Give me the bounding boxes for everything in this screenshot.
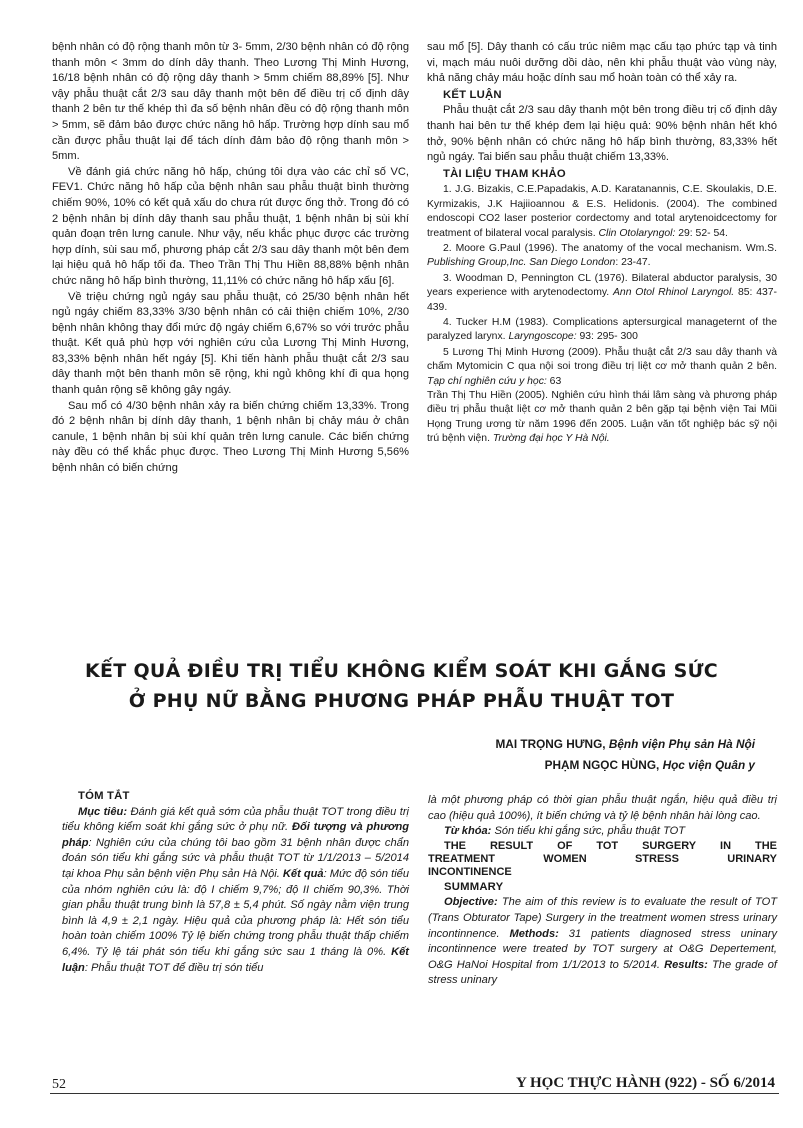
author-list (495, 734, 755, 776)
abstract-vi (62, 788, 409, 976)
reference-item: 5 Lương Thị Minh Hương (2009). Phẫu thuật cắt 2/3 sau dây thanh và chấm Mytomicin C qua nội soi trong điều trị liệt cơ mở thanh quản 2 bên. Tạp chí nghiên cứu y học: 63 (427, 346, 777, 387)
summary-heading-vi: TÓM TẮT (78, 790, 130, 802)
author: PHẠM NGỌC HÙNG, Học viện Quân y (544, 758, 755, 772)
footer-rule (50, 1093, 779, 1094)
reference-item: 3. Woodman D, Pennington CL (1976). Bilateral abductor paralysis, 30 years experience with arytenodectomy. Ann Otol Rhinol Laryngol. 85: 437-439. (427, 272, 778, 313)
reference-list (427, 183, 777, 446)
paragraph: sau mổ [5]. Dây thanh có cấu trúc niêm mạc cấu tạo phức tạp và tinh vi, mạch máu nuôi dưỡng dồi dào, nên khi phẫu thuật vào vùng này, khả năng chảy máu hoặc dính sau mổ hoàn toàn có thể xảy ra. (427, 41, 777, 85)
reference-item: 4. Tucker H.M (1983). Complications aptersurgical manageternt of the paralyzed larynx. Laryngoscope: 93: 295- 300 (427, 317, 777, 343)
abstract-paragraph-en: Objective: The aim of this review is to evaluate the result of TOT (Trans Obturator Tape) Surgery in the treatment women stress urinary incontinnence. Methods: 31 patients diagnosed stress uninary incontinnence were treated by TOT surgery at O&G Depertement, O&G HaNoi Hospital from 1/1/2013 to 5/2014. Results: The grade of stress uninary (428, 896, 777, 987)
reference-item: Trần Thị Thu Hiền (2005). Nghiên cứu hình thái lâm sàng và phương pháp điều trị phẫu thuật liệt cơ mở thanh quản 2 bên gặp tại bệnh viện Tai Mũi Họng Trung ương từ năm 1996 đến 2005. Luận văn tốt nghiệp bác sỹ nội trú bệnh viện. Trường đại học Y Hà Nội. (427, 390, 777, 445)
page-number: 52 (52, 1077, 66, 1092)
section-heading-conclusion: KẾT LUẬN (443, 88, 502, 101)
summary-heading-en: SUMMARY (444, 880, 504, 893)
paragraph: Phẫu thuật cắt 2/3 sau dây thanh một bên trong điều trị cố định dây thanh hai bên tư thế khép đem lại hiệu quả: 90% bệnh nhân hết khó thở, 90% bệnh nhân có chức năng hô hấp bình thường, 83,33% hết ngủ ngáy. Tai biến sau phẫu thuật chiếm 13,33%. (427, 104, 777, 164)
abstract-en-column (428, 793, 777, 989)
abstract-paragraph: Mục tiêu: Đánh giá kết quả sớm của phẫu thuật TOT trong điều trị tiểu không kiểm soát khi gắng sức ở phụ nữ. Đối tượng và phương pháp: Nghiên cứu của chúng tôi bao gồm 31 bệnh nhân được chẩn đoán són tiểu khi gắng sức và phẫu thuật TOT từ 1/1/2013 – 5/2014 tại khoa Phụ sản bệnh viện Phụ sản Hà Nội. Kết quả: Mức độ són tiểu của nhóm nghiên cứu là: độ I chiếm 9,7%; độ II chiếm 90,3%. Thời gian phẫu thuật trung bình là 57,8 ± 5,4 phút. Số ngày nằm viện trung bình là 4,9 ± 2,1 ngày. Hiệu quả của phương pháp là: Hết són tiểu hoàn toàn chiếm 100% Tỷ lệ biến chứng trong phẫu thuật thấp chiếm 6,4%. Tỷ lệ tái phát són tiểu khi gắng sức sau 1 tháng là 0%. Kết luận: Phẫu thuật TOT để điều trị són tiểu (62, 805, 410, 974)
article-title-line-2: Ở PHỤ NỮ BẰNG PHƯƠNG PHÁP PHẪU THUẬT TOT (128, 690, 675, 712)
journal-footer: Y HỌC THỰC HÀNH (922) - SỐ 6/2014 (515, 1075, 775, 1091)
abstract-paragraph: là một phương pháp có thời gian phẫu thuật ngắn, hiệu quả điều trị cao (hiệu quả 100%), ít biến chứng và tỷ lệ bệnh nhân hài lòng cao. (428, 794, 777, 822)
english-title-cont: TREATMENT WOMEN STRESS URINARY INCONTINENCE (428, 852, 777, 878)
paragraph: Về triệu chứng ngủ ngáy sau phẫu thuật, có 25/30 bệnh nhân hết ngủ ngáy chiếm 83,33% 3/30 bệnh nhân có cải thiện chiếm 10%, 2/30 bệnh nhân không thay đổi mức độ ngáy chiếm 6,67% so với trước phẫu thuật. Kết quả phù hợp với nghiên cứu của Lương Thị Minh Hương, 83,33% bệnh nhân hết ngáy [5]. Khi tiến hành phẫu thuật cắt 2/3 sau dây thanh một bên thanh môn sẽ rộng, khi ngủ không khí đi qua họng thanh quản rộng sẽ không gây ngáy. (52, 290, 409, 397)
english-title: THE RESULT OF TOT SURGERY IN THE (444, 839, 777, 852)
author: MAI TRỌNG HƯNG, Bệnh viện Phụ sản Hà Nội (495, 737, 755, 751)
paragraph: Về đánh giá chức năng hô hấp, chúng tôi dựa vào các chỉ số VC, FEV1. Chức năng hô hấp của bệnh nhân sau phẫu thuật bình thường chiếm 90%, 10% có kết quả xấu do chưa rút được ống thở. Trong đó có 2 bệnh nhân bị dính dây thanh sau phẫu thuật, 1 bệnh nhân bị sùi khí quản đoạn trên lưng canule. Như vậy, nếu khắc phục được các trường hợp dính, sùi sau mổ, phương pháp cắt 2/3 sau dây thanh một bên đem lại hiệu quả hô hấp tối đa. Theo Trần Thị Thu Hiền 88,88% bệnh nhân chức năng hô hấp bình thường, 11,11% có chức năng hô hấp xấu [6]. (52, 165, 409, 287)
reference-item: 1. J.G. Bizakis, C.E.Papadakis, A.D. Karatanannis, C.E. Skoulakis, D.E. Kyrmizakis, J.K Hajiioannou & E.S. Helidonis. (2004). The combined endoscopi CO2 laser posterior cordectomy and total arytenoidcectomy for treatment of bilateral vocal paralysis. Clin Otolaryngol: 29: 52- 54. (427, 184, 777, 239)
right-column (427, 40, 777, 447)
keywords: Từ khóa: Són tiểu khi gắng sức, phẫu thuật TOT (444, 825, 686, 838)
reference-item: 2. Moore G.Paul (1996). The anatomy of the vocal mechanism. Wm.S. Publishing Group,Inc. San Diego London: 23-47. (427, 242, 777, 269)
left-column (52, 40, 409, 477)
article-title-line-1: KẾT QUẢ ĐIỀU TRỊ TIỂU KHÔNG KIỂM SOÁT KHI GẮNG SỨC (84, 660, 719, 682)
paragraph: Sau mổ có 4/30 bệnh nhân xảy ra biến chứng chiếm 13,33%. Trong đó 2 bệnh nhân bị dính dây thanh, 1 bệnh nhân bị chảy máu ở chân canule, 1 bệnh nhân bị sùi khí quản trên lưng canule. Các biến chứng này đều có thể khắc phục được. Theo Lương Thị Minh Hương 5,56% bệnh nhân có biến chứng (52, 399, 409, 475)
section-heading-references: TÀI LIỆU THAM KHẢO (443, 167, 566, 180)
paragraph: bệnh nhân có độ rộng thanh môn từ 3- 5mm, 2/30 bệnh nhân có độ rộng thanh môn < 3mm do dính dây thanh. Theo Lương Thị Minh Hương, 16/18 bệnh nhân có độ rộng dây thanh > 5mm chiếm 88,89% [5]. Như vậy phẫu thuật cắt 2/3 sau dây thanh một bên để điều trị cố định dây thanh 2 bên tư thế khép thì đa số bệnh nhân đều có độ rộng thanh môn > 5mm, sẽ đảm bảo được chức năng hô hấp. Trường hợp dính sau mổ cần được phẫu thuật lại để tách dính đảm bảo độ rộng thanh môn > 5mm. (52, 41, 409, 163)
